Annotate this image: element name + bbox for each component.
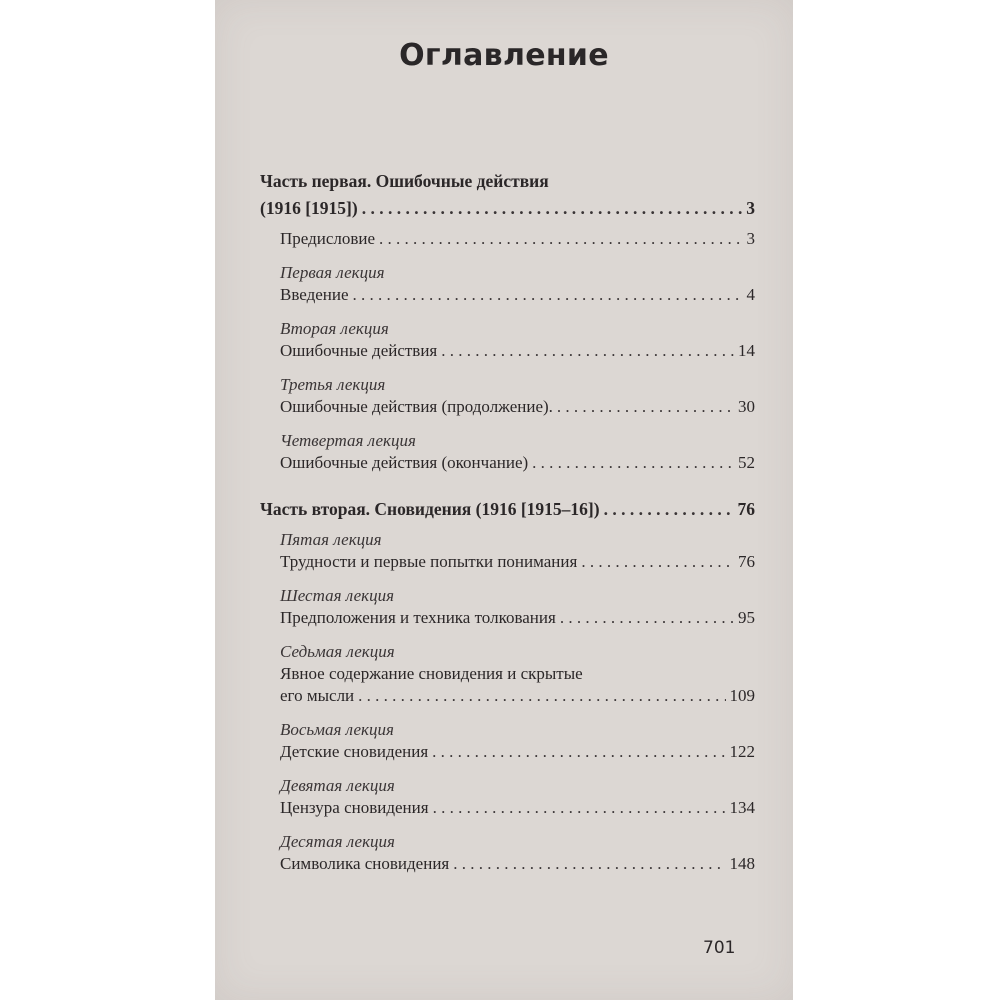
leader-dots bbox=[581, 551, 734, 573]
list-item bbox=[280, 831, 755, 875]
entry-lecture: Четвертая лекция bbox=[280, 431, 416, 450]
entry-title: Цензура сновидения bbox=[280, 798, 429, 817]
list-item bbox=[280, 775, 755, 819]
entry-lecture: Девятая лекция bbox=[280, 776, 395, 795]
leader-dots bbox=[441, 340, 734, 362]
entry-page: 52 bbox=[738, 453, 755, 472]
list-item bbox=[280, 318, 755, 362]
part-one-years: (1916 [1915]) bbox=[260, 198, 358, 218]
entry-lecture: Восьмая лекция bbox=[280, 720, 394, 739]
list-item bbox=[280, 262, 755, 306]
leader-dots bbox=[432, 741, 725, 763]
list-item bbox=[280, 529, 755, 573]
leader-dots bbox=[379, 228, 742, 250]
entry-lecture: Первая лекция bbox=[280, 263, 385, 282]
leader-dots bbox=[604, 496, 734, 523]
part-one-entries bbox=[260, 228, 755, 474]
part-one-heading bbox=[260, 168, 755, 222]
list-item bbox=[280, 585, 755, 629]
list-item bbox=[280, 228, 755, 250]
part-two-title: Часть вторая. Сновидения (1916 [1915–16]) bbox=[260, 499, 600, 519]
list-item bbox=[280, 430, 755, 474]
page-number: 701 bbox=[703, 938, 736, 958]
leader-dots bbox=[362, 195, 743, 222]
leader-dots bbox=[353, 284, 743, 306]
entry-title: его мысли bbox=[280, 686, 355, 705]
entry-page: 4 bbox=[746, 285, 755, 304]
entry-page: 3 bbox=[746, 229, 755, 248]
entry-page: 109 bbox=[729, 686, 755, 705]
list-item bbox=[280, 641, 755, 707]
entry-page: 148 bbox=[729, 854, 755, 873]
table-of-contents bbox=[260, 168, 755, 875]
entry-page: 134 bbox=[729, 798, 755, 817]
entry-title: Предисловие bbox=[280, 229, 376, 248]
entry-lecture: Пятая лекция bbox=[280, 530, 382, 549]
leader-dots bbox=[560, 607, 734, 629]
part-two-heading bbox=[260, 496, 755, 523]
entry-title: Детские сновидения bbox=[280, 742, 429, 761]
page-title: Оглавление bbox=[399, 38, 609, 73]
list-item bbox=[280, 374, 755, 418]
entry-lecture: Вторая лекция bbox=[280, 319, 389, 338]
entry-lecture: Шестая лекция bbox=[280, 586, 394, 605]
entry-lecture: Третья лекция bbox=[280, 375, 386, 394]
entry-title: Ошибочные действия (окончание) bbox=[280, 453, 529, 472]
entry-page: 14 bbox=[738, 341, 755, 360]
entry-title: Ошибочные действия (продолжение). bbox=[280, 397, 553, 416]
entry-page: 76 bbox=[738, 552, 755, 571]
part-two-page: 76 bbox=[737, 499, 755, 519]
part-one-title: Часть первая. Ошибочные действия bbox=[260, 171, 549, 191]
entry-lecture: Седьмая лекция bbox=[280, 642, 395, 661]
entry-title: Предположения и техника толкования bbox=[280, 608, 556, 627]
leader-dots bbox=[358, 685, 725, 707]
leader-dots bbox=[557, 396, 734, 418]
leader-dots bbox=[532, 452, 734, 474]
entry-title-line: Явное содержание сновидения и скрытые bbox=[280, 664, 583, 683]
entry-lecture: Десятая лекция bbox=[280, 832, 395, 851]
entry-page: 30 bbox=[738, 397, 755, 416]
entry-title: Ошибочные действия bbox=[280, 341, 438, 360]
part-one-page: 3 bbox=[746, 198, 755, 218]
book-page bbox=[215, 0, 793, 1000]
leader-dots bbox=[433, 797, 726, 819]
entry-title: Символика сновидения bbox=[280, 854, 450, 873]
leader-dots bbox=[453, 853, 725, 875]
entry-title: Введение bbox=[280, 285, 349, 304]
list-item bbox=[280, 719, 755, 763]
entry-title: Трудности и первые попытки понимания bbox=[280, 552, 578, 571]
entry-page: 95 bbox=[738, 608, 755, 627]
part-two-entries bbox=[260, 529, 755, 875]
entry-page: 122 bbox=[729, 742, 755, 761]
